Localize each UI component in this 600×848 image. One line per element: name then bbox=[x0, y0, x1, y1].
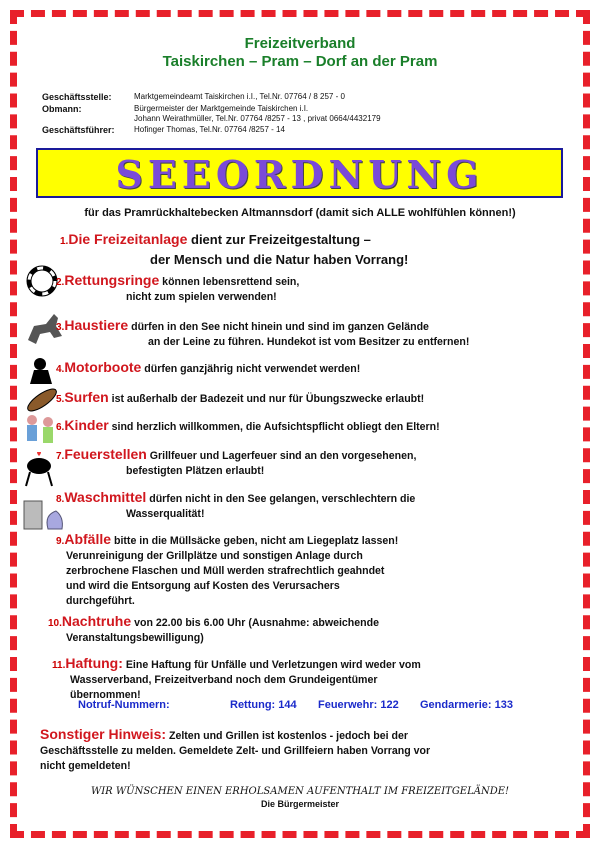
rule-text2: Wasserqualität! bbox=[126, 508, 205, 520]
rule-title: Haftung: bbox=[65, 655, 123, 671]
footer-wish: WIR WÜNSCHEN EINEN ERHOLSAMEN AUFENTHALT IM FREIZEITGELÄNDE! bbox=[90, 786, 510, 797]
signature: Die Bürgermeister bbox=[260, 799, 340, 809]
contact-label: Geschäftsführer: bbox=[42, 125, 115, 135]
rule-text: von 22.00 bis 6.00 Uhr (Ausnahme: abweichende bbox=[131, 617, 379, 629]
rule-title: Abfälle bbox=[64, 531, 112, 547]
rule-number: 10. bbox=[48, 618, 62, 629]
note-text-more: nicht gemeldeten! bbox=[40, 760, 131, 772]
rule-number: 1. bbox=[60, 236, 69, 247]
rule-number: 8. bbox=[56, 494, 65, 505]
rule-2 bbox=[56, 273, 556, 305]
note-text-more: Geschäftsstelle zu melden. Gemeldete Zelt- und Grillfeiern haben Vorrang vor bbox=[40, 745, 431, 757]
rule-title: Surfen bbox=[64, 389, 109, 405]
rule-text-more: Wasserverband, Freizeitverband noch dem Grundeigentümer bbox=[70, 674, 378, 686]
rule-number: 2. bbox=[56, 277, 65, 288]
rule-text-more: übernommen! bbox=[70, 689, 141, 701]
org-place: Taiskirchen – Pram – Dorf an der Pram bbox=[162, 53, 438, 70]
rule-title: Die Freizeitanlage bbox=[68, 231, 188, 247]
rule-number: 9. bbox=[56, 536, 65, 547]
rule-text2: an der Leine zu führen. Hundekot ist vom Besitzer zu entfernen! bbox=[148, 336, 470, 348]
rule-title: Nachtruhe bbox=[61, 613, 132, 629]
rule-11 bbox=[52, 656, 572, 703]
emergency-label: Notruf-Nummern: bbox=[78, 699, 170, 711]
rule-text: können lebensrettend sein, bbox=[159, 276, 300, 288]
children-icon bbox=[22, 410, 60, 448]
note bbox=[40, 727, 570, 774]
rule-title: Waschmittel bbox=[64, 489, 147, 505]
rule-title: Feuerstellen bbox=[64, 446, 147, 462]
rule-text: Eine Haftung für Unfälle und Verletzungen wird weder vom bbox=[122, 659, 421, 671]
rule-text: dürfen nicht in den See gelangen, verschlechtern die bbox=[146, 493, 416, 505]
rule-text2: der Mensch und die Natur haben Vorrang! bbox=[150, 252, 409, 267]
subtitle: für das Pramrückhaltebecken Altmannsdorf (damit sich ALLE wohlfühlen können!) bbox=[84, 207, 516, 219]
emergency-feuerwehr: Feuerwehr: 122 bbox=[318, 699, 399, 711]
contact-line: Bürgermeister der Marktgemeinde Taiskirchen i.I. bbox=[134, 104, 309, 113]
rule-text: dürfen in den See nicht hinein und sind im ganzen Gelände bbox=[128, 321, 429, 333]
note-text: Zelten und Grillen ist kostenlos - jedoch bei der bbox=[166, 730, 408, 742]
rule-text: bitte in die Müllsäcke geben, nicht am Liegeplatz lassen! bbox=[111, 535, 399, 547]
rule-1 bbox=[60, 230, 560, 269]
rule-4 bbox=[56, 360, 556, 377]
rule-9 bbox=[56, 532, 576, 609]
rule-text2: befestigten Plätzen erlaubt! bbox=[126, 465, 265, 477]
org-title: Freizeitverband bbox=[244, 35, 356, 52]
contact-line: Johann Weirathmüller, Tel.Nr. 07764 /8257 - 13 , privat 0664/4432179 bbox=[134, 114, 381, 123]
rule-text-more: Verunreinigung der Grillplätze und sonstigen Anlage durch bbox=[66, 550, 363, 562]
rule-3 bbox=[56, 318, 576, 350]
rule-text: dient zur Freizeitgestaltung – bbox=[187, 232, 371, 247]
title-banner bbox=[36, 148, 563, 198]
emergency-gendarmerie: Gendarmerie: 133 bbox=[420, 699, 513, 711]
rule-text2: Veranstaltungsbewilligung) bbox=[66, 632, 204, 644]
banner-title: SEEORDNUNG bbox=[115, 152, 484, 197]
rule-10 bbox=[48, 614, 568, 646]
rule-5 bbox=[56, 390, 576, 407]
rule-text: Grillfeuer und Lagerfeuer sind an den vorgesehenen, bbox=[146, 450, 417, 462]
contact-line: Hofinger Thomas, Tel.Nr. 07764 /8257 - 14 bbox=[134, 125, 285, 134]
rule-text-more: zerbrochene Flaschen und Müll werden strafrechtlich geahndet bbox=[66, 565, 385, 577]
rule-text-more: durchgeführt. bbox=[66, 595, 135, 607]
rule-number: 5. bbox=[56, 394, 65, 405]
rule-number: 4. bbox=[56, 364, 65, 375]
rule-title: Motorboote bbox=[64, 359, 142, 375]
rule-6 bbox=[56, 418, 576, 435]
rule-8 bbox=[56, 490, 576, 522]
rule-title: Rettungsringe bbox=[64, 272, 160, 288]
rule-text2: nicht zum spielen verwenden! bbox=[126, 291, 277, 303]
contact-label: Obmann: bbox=[42, 104, 82, 114]
emergency-rettung: Rettung: 144 bbox=[230, 699, 297, 711]
rule-text: dürfen ganzjährig nicht verwendet werden! bbox=[141, 363, 361, 375]
rule-number: 3. bbox=[56, 322, 65, 333]
rule-text: sind herzlich willkommen, die Aufsichtspflicht obliegt den Eltern! bbox=[108, 421, 440, 433]
grill-icon bbox=[24, 452, 54, 488]
rule-number: 7. bbox=[56, 451, 65, 462]
rule-title: Kinder bbox=[64, 417, 109, 433]
rule-number: 6. bbox=[56, 422, 65, 433]
rule-number: 11. bbox=[52, 660, 66, 671]
note-title: Sonstiger Hinweis: bbox=[40, 726, 167, 742]
rule-text-more: und wird die Entsorgung auf Kosten des Verursachers bbox=[66, 580, 340, 592]
lifebuoy-icon bbox=[26, 265, 58, 297]
rule-text: ist außerhalb der Badezeit und nur für Übungszwecke erlaubt! bbox=[108, 393, 425, 405]
contact-line: Marktgemeindeamt Taiskirchen i.I., Tel.Nr. 07764 / 8 257 - 0 bbox=[134, 92, 345, 101]
rule-title: Haustiere bbox=[64, 317, 129, 333]
contact-label: Geschäftsstelle: bbox=[42, 92, 112, 102]
rule-7 bbox=[56, 447, 576, 479]
